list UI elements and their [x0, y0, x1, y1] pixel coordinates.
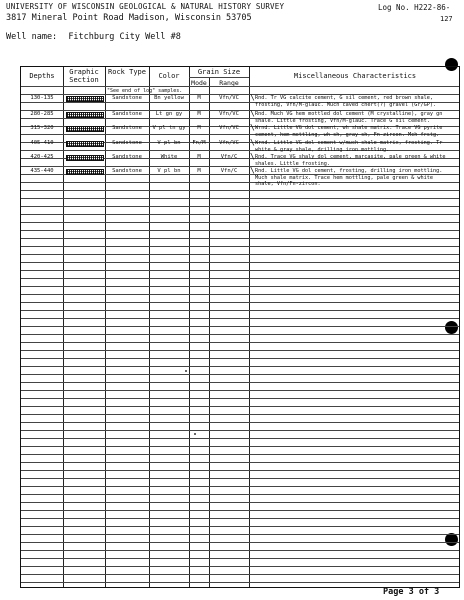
- header-bottom-rule: [21, 86, 459, 87]
- ruled-line: [21, 518, 459, 519]
- depth-cell: 435-440: [30, 168, 54, 174]
- ruled-line: [21, 486, 459, 487]
- ruled-line: [21, 222, 459, 223]
- rock-type-cell: Sandstone: [112, 168, 142, 174]
- ruled-line: [21, 526, 459, 527]
- ruled-line: [21, 358, 459, 359]
- bracket-mark: \: [250, 93, 255, 102]
- color-cell: Bn yellow: [154, 95, 184, 101]
- graphic-section-pattern: [66, 169, 104, 175]
- ruled-line: [21, 390, 459, 391]
- well-name-label: Well name:: [6, 32, 58, 42]
- col-header-mode: Mode: [191, 79, 207, 87]
- col-header-rock-type: Rock Type: [108, 68, 146, 76]
- ruled-line: [21, 302, 459, 303]
- depth-cell: 315-320: [30, 125, 54, 131]
- log-table: [20, 66, 460, 588]
- ruled-line: [21, 318, 459, 319]
- misc-characteristics-line: Much shale matrix. Trace hem mottling, pale green & white: [255, 174, 434, 181]
- ruled-line: [21, 254, 459, 255]
- mode-cell: M: [197, 111, 201, 117]
- misc-characteristics-line: Rnd. Much VG hem mottled dol cement (M crystalline), gray gn: [255, 111, 443, 117]
- page-code: 127: [440, 15, 453, 23]
- misc-characteristics-line: white & gray shale, drilling iron mottling.: [255, 146, 390, 153]
- ruled-line: [21, 398, 459, 399]
- graphic-section-pattern: [66, 126, 104, 132]
- graphic-section-pattern: [66, 112, 104, 118]
- ruled-line: [21, 366, 459, 367]
- ruled-line: [21, 230, 459, 231]
- range-cell: Vfn/VC: [219, 95, 239, 101]
- mode-cell: M: [197, 168, 201, 174]
- graphic-section-pattern: [66, 155, 104, 161]
- ruled-line: [21, 558, 459, 559]
- misc-characteristics-line: shales. Little frosting.: [255, 160, 330, 167]
- rock-type-cell: Sandstone: [112, 111, 142, 117]
- rock-type-cell: Sandstone: [112, 125, 142, 131]
- misc-characteristics-line: Wrnd. Little VG dol cement w/much shale matrix, frosting. Tr: [255, 140, 443, 146]
- grain-size-divider: [189, 77, 249, 78]
- ruled-line: [21, 190, 459, 191]
- ruled-line: [21, 542, 459, 543]
- range-cell: Vfn/C: [220, 154, 238, 160]
- ruled-line: [21, 462, 459, 463]
- ruled-line: [21, 342, 459, 343]
- ruled-line: [21, 446, 459, 447]
- ruled-line: [21, 270, 459, 271]
- ruled-line: [21, 198, 459, 199]
- range-cell: Vfn/VC: [219, 140, 239, 146]
- mode-cell: M: [197, 95, 201, 101]
- misc-characteristics-line: Wrnd. Little VG dol cement, wh shale matrix. Trace VG pyrite: [255, 125, 443, 131]
- ruled-line: [21, 278, 459, 279]
- ruled-line: [21, 150, 459, 151]
- graphic-section-pattern: [66, 96, 104, 102]
- ruled-line: [21, 238, 459, 239]
- rock-type-cell: Sandstone: [112, 154, 142, 160]
- bracket-mark: \: [250, 152, 255, 161]
- graphic-section-pattern: [66, 141, 104, 147]
- misc-characteristics-line: cement, hem mottling, wh sh, gray sh, Fn-zircon. Mch frstg.: [255, 131, 440, 138]
- col-header-range: Range: [219, 79, 239, 87]
- ruled-line: [21, 262, 459, 263]
- rock-type-cell: Sandstone: [112, 95, 142, 101]
- ruled-line: [21, 326, 459, 327]
- ruled-line: [21, 510, 459, 511]
- range-cell: Vfn/C: [220, 168, 238, 174]
- ruled-line: [21, 422, 459, 423]
- col-divider: [63, 67, 64, 587]
- color-cell: V pl bn: [157, 140, 181, 146]
- ruled-line: [21, 214, 459, 215]
- depth-cell: 130-135: [30, 95, 54, 101]
- color-cell: V pl tn gy: [152, 125, 186, 131]
- ruled-line: [21, 350, 459, 351]
- ruled-line: [21, 550, 459, 551]
- ruled-line: [21, 502, 459, 503]
- ruled-line: [21, 374, 459, 375]
- ruled-line: [21, 182, 459, 183]
- col-header-grain-size: Grain Size: [197, 68, 241, 76]
- color-cell: Lt gn gy: [155, 111, 183, 117]
- ruled-line: [21, 582, 459, 583]
- depth-cell: 420-425: [30, 154, 54, 160]
- ruled-line: [21, 430, 459, 431]
- bracket-mark: \: [250, 109, 255, 118]
- ruled-line: [21, 574, 459, 575]
- ruled-line: [21, 566, 459, 567]
- color-cell: White: [160, 154, 178, 160]
- range-cell: Vfn/VC: [219, 111, 239, 117]
- well-name-value: Fitchburg City Well #8: [68, 32, 181, 42]
- mode-cell: M: [197, 154, 201, 160]
- page-number: Page 3 of 3: [383, 587, 440, 597]
- speck: [185, 370, 187, 372]
- bracket-mark: \: [250, 166, 255, 175]
- rock-type-cell: Sandstone: [112, 140, 142, 146]
- misc-characteristics-line: frosting, Vfn/M-glauc. Much caved chert(?) gravel (Gr/GP).: [255, 101, 437, 108]
- ruled-line: [21, 310, 459, 311]
- bracket-mark: \: [250, 123, 255, 132]
- ruled-line: [21, 414, 459, 415]
- ruled-line: [21, 286, 459, 287]
- mode-cell: Fn/M: [192, 140, 206, 146]
- ruled-line: [21, 166, 459, 167]
- mode-cell: M: [197, 125, 201, 131]
- misc-characteristics-line: Rnd. Little VG dol cement, frosting, drilling iron mottling.: [255, 168, 443, 174]
- log-number: Log No. H222-86-: [378, 3, 451, 12]
- samples-note: "See end of log" samples.: [107, 88, 183, 94]
- bracket-mark: \: [250, 138, 255, 147]
- ruled-line: [21, 470, 459, 471]
- ruled-line: [21, 494, 459, 495]
- range-cell: Vfn/VC: [219, 125, 239, 131]
- col-header-graphic: Graphic Section: [69, 68, 99, 84]
- depth-cell: 280-285: [30, 111, 54, 117]
- ruled-line: [21, 334, 459, 335]
- ruled-line: [21, 438, 459, 439]
- ruled-line: [21, 206, 459, 207]
- misc-characteristics-line: shale. Little frosting, Vfn/M-glauc. Trace G sil cement.: [255, 117, 430, 124]
- misc-characteristics-line: Rnd. Trace VG shaly dol cement, marcasite, pale green & white: [255, 154, 446, 160]
- col-header-depths: Depths: [29, 72, 55, 80]
- ruled-line: [21, 382, 459, 383]
- misc-characteristics-line: shale, Vfn/Fn-zircon.: [255, 181, 321, 188]
- ruled-line: [21, 478, 459, 479]
- col-header-color: Color: [158, 72, 180, 80]
- well-name-line: [6, 32, 187, 42]
- institution-name: UNIVERSITY OF WISCONSIN GEOLOGICAL & NATURAL HISTORY SURVEY: [6, 2, 285, 11]
- institution-address: 3817 Mineral Point Road Madison, Wisconsin 53705: [6, 13, 252, 23]
- col-header-misc: Miscellaneous Characteristics: [293, 72, 417, 80]
- speck: [194, 433, 196, 435]
- depth-cell: 405-410: [30, 140, 54, 146]
- ruled-line: [21, 534, 459, 535]
- ruled-line: [21, 406, 459, 407]
- ruled-line: [21, 454, 459, 455]
- ruled-line: [21, 294, 459, 295]
- color-cell: V pl bn: [157, 168, 181, 174]
- misc-characteristics-line: Rnd. Tr VG calcite cement, G sil cement, red brown shale,: [255, 95, 434, 101]
- ruled-line: [21, 246, 459, 247]
